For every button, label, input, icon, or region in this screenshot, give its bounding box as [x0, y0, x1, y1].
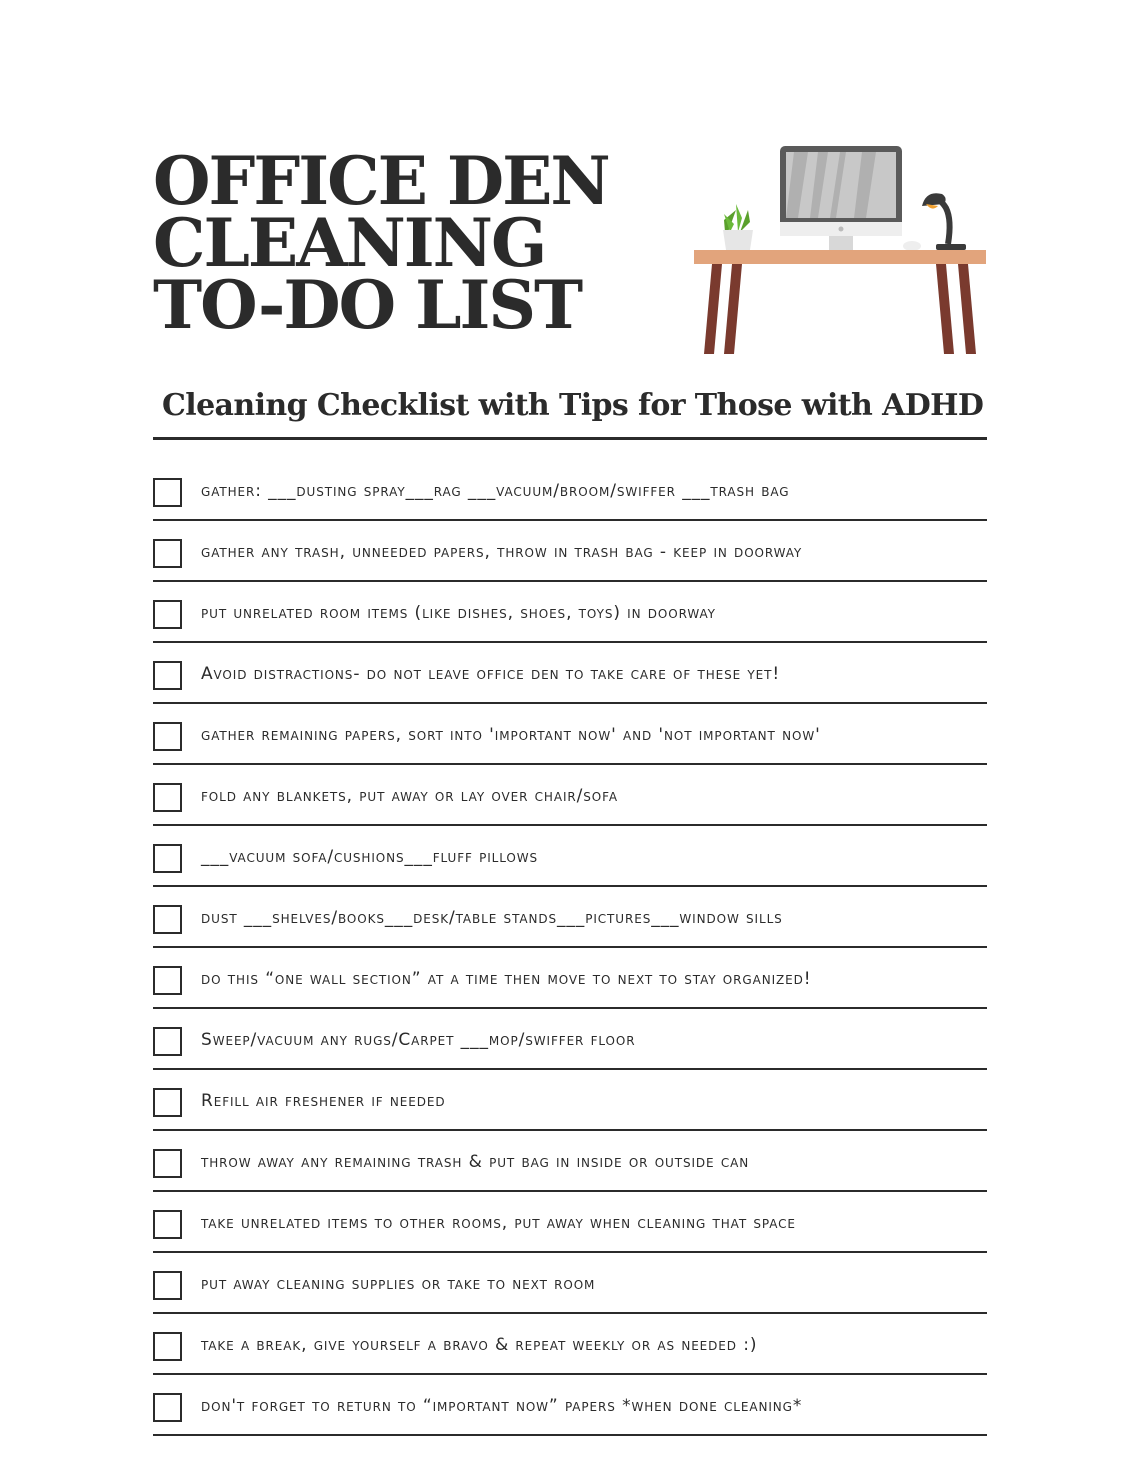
checklist-item — [153, 521, 1003, 582]
mouse-icon — [903, 241, 921, 251]
checkbox[interactable] — [153, 1210, 182, 1239]
checklist — [153, 460, 1003, 1436]
checkbox[interactable] — [153, 1027, 182, 1056]
checklist-item-text: take unrelated items to other rooms, put away when cleaning that space — [201, 1213, 796, 1233]
checklist-item — [153, 1192, 1003, 1253]
checklist-item — [153, 1070, 1003, 1131]
lamp-icon — [922, 193, 966, 250]
checkbox[interactable] — [153, 478, 182, 507]
checkbox[interactable] — [153, 1088, 182, 1117]
checkbox[interactable] — [153, 539, 182, 568]
checklist-item-text: take a break, give yourself a bravo & repeat weekly or as needed :) — [201, 1335, 758, 1355]
checklist-item-text: gather: ___dusting spray___rag ___vacuum/broom/swiffer ___trash bag — [201, 481, 790, 501]
plant-icon — [723, 204, 753, 250]
checklist-item-text: do this “one wall section” at a time then move to next to stay organized! — [201, 969, 812, 989]
checklist-item — [153, 948, 1003, 1009]
checklist-item — [153, 704, 1003, 765]
checkbox[interactable] — [153, 905, 182, 934]
checklist-item-text: don't forget to return to “important now” papers *when done cleaning* — [201, 1396, 803, 1416]
page-title — [153, 142, 609, 344]
checkbox[interactable] — [153, 722, 182, 751]
subtitle: Cleaning Checklist with Tips for Those with ADHD — [162, 388, 984, 423]
checklist-item-text: ___vacuum sofa/cushions___fluff pillows — [201, 847, 539, 867]
checkbox[interactable] — [153, 1393, 182, 1422]
title-line-3: TO-DO LIST — [153, 266, 582, 344]
desk-icon — [694, 250, 986, 354]
monitor-icon — [780, 146, 902, 250]
title-line-1: OFFICE DEN — [153, 142, 609, 220]
checklist-item — [153, 460, 1003, 521]
checklist-item — [153, 887, 1003, 948]
checklist-item — [153, 1314, 1003, 1375]
checklist-item — [153, 765, 1003, 826]
checklist-item-text: throw away any remaining trash & put bag in inside or outside can — [201, 1152, 750, 1172]
checklist-item-text: fold any blankets, put away or lay over chair/sofa — [201, 786, 618, 806]
checklist-item — [153, 582, 1003, 643]
checklist-item-text: Sweep/vacuum any rugs/Carpet ___mop/swiffer floor — [201, 1030, 636, 1050]
checklist-item — [153, 826, 1003, 887]
checklist-item — [153, 1253, 1003, 1314]
checkbox[interactable] — [153, 966, 182, 995]
title-line-2: CLEANING — [153, 204, 546, 282]
checklist-item — [153, 1009, 1003, 1070]
checklist-item-text: gather remaining papers, sort into 'important now' and 'not important now' — [201, 725, 821, 745]
checkbox[interactable] — [153, 844, 182, 873]
checklist-item — [153, 1375, 1003, 1436]
checklist-item-text: dust ___shelves/books___desk/table stands___pictures___window sills — [201, 908, 783, 928]
checkbox[interactable] — [153, 1271, 182, 1300]
checklist-item — [153, 1131, 1003, 1192]
checklist-item — [153, 643, 1003, 704]
checkbox[interactable] — [153, 600, 182, 629]
checkbox[interactable] — [153, 1149, 182, 1178]
checkbox[interactable] — [153, 661, 182, 690]
checklist-item-text: gather any trash, unneeded papers, throw in trash bag - keep in doorway — [201, 542, 803, 562]
subtitle-divider — [153, 437, 987, 440]
checklist-item-text: put away cleaning supplies or take to next room — [201, 1274, 596, 1294]
row-divider — [153, 1434, 987, 1436]
checklist-item-text: put unrelated room items (like dishes, shoes, toys) in doorway — [201, 603, 716, 623]
desk-illustration — [690, 140, 990, 360]
checkbox[interactable] — [153, 1332, 182, 1361]
checkbox[interactable] — [153, 783, 182, 812]
checklist-item-text: Refill air freshener if needed — [201, 1091, 446, 1111]
checklist-item-text: Avoid distractions- do not leave office den to take care of these yet! — [201, 664, 781, 684]
